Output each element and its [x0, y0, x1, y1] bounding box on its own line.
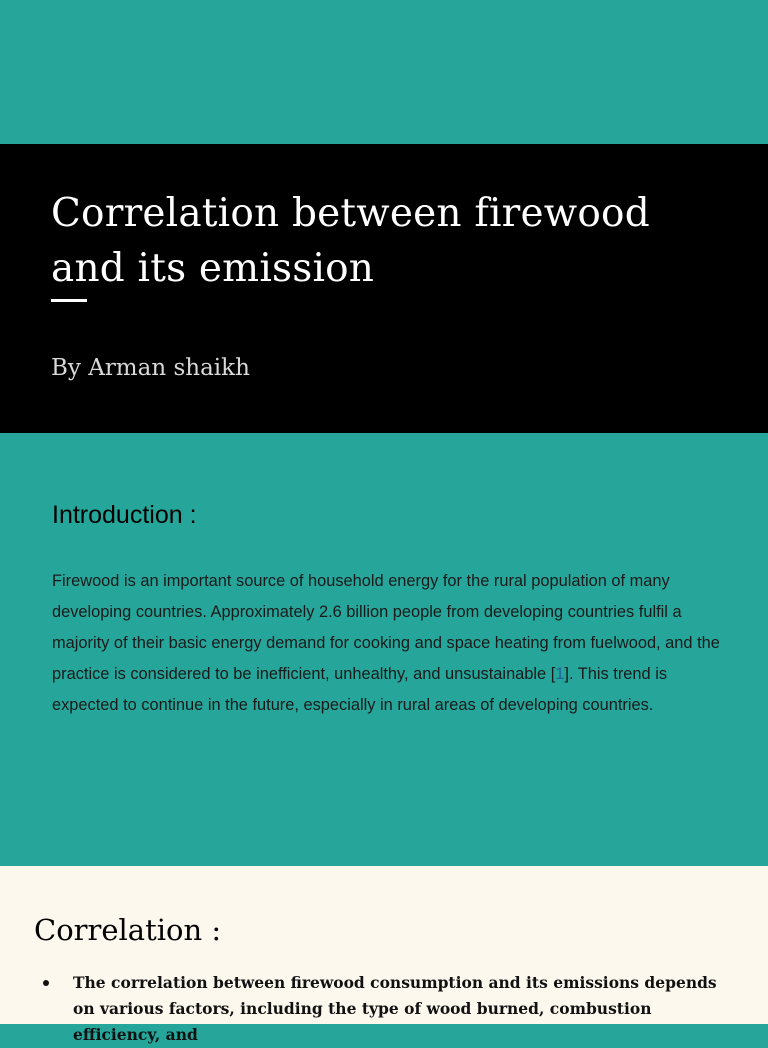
- page-title: Correlation between firewood and its emission: [51, 191, 650, 291]
- correlation-heading: Correlation :: [34, 913, 222, 947]
- author-byline: By Arman shaikh: [51, 355, 250, 381]
- intro-text-part-1: Firewood is an important source of household energy for the rural population of many developing countries. Approximately 2.6 billion people from developing countries fulfil a majority of their basic energy demand for cooking and space heating from fuelwood, and the practice is considered to be inefficient, unhealthy, and unsustainable [: [52, 572, 720, 683]
- title-underline-rule: [51, 299, 87, 302]
- citation-link[interactable]: 1: [555, 665, 565, 683]
- bullet-icon: [43, 980, 49, 986]
- introduction-paragraph: [52, 566, 722, 721]
- list-item-text: The correlation between firewood consumption and its emissions depends on various factors, including the type of wood burned, combustion efficiency, and: [73, 973, 717, 1044]
- list-item: [40, 970, 740, 1048]
- correlation-list: [40, 970, 740, 1048]
- top-teal-band: [0, 0, 768, 144]
- intro-text-part-2: ]. This trend is expected to continue in the future, especially in rural areas of developing countries.: [52, 665, 668, 714]
- introduction-heading: Introduction :: [52, 501, 197, 529]
